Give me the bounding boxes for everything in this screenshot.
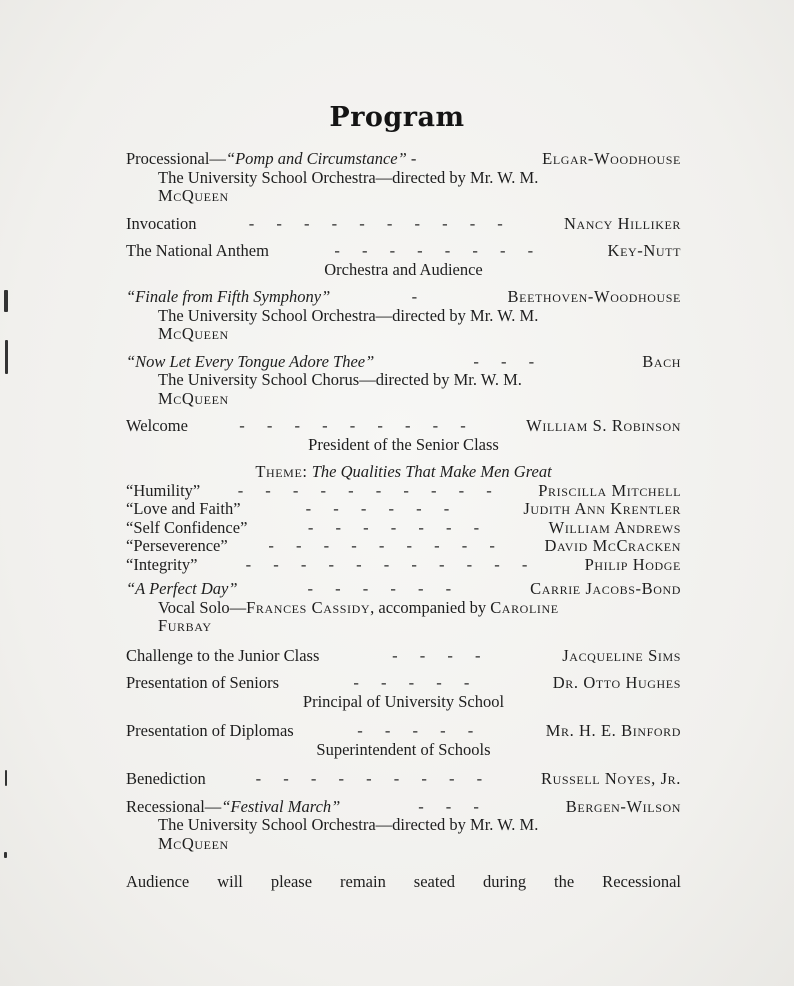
page-title: Program bbox=[329, 102, 465, 133]
item-performer: Dr. Otto Hughes bbox=[552, 673, 681, 692]
program-item-recessional bbox=[126, 798, 681, 854]
item-performer: Priscilla Mitchell bbox=[538, 480, 681, 500]
leader-dots: - - - - - - bbox=[307, 580, 461, 598]
leader-dots: - - - - - - bbox=[305, 500, 459, 518]
item-performer: Jacqueline Sims bbox=[562, 645, 681, 665]
item-performer: Nancy Hilliker bbox=[563, 213, 681, 233]
quality-item bbox=[126, 519, 681, 538]
scan-mark bbox=[5, 340, 8, 374]
item-label: “Love and Faith” bbox=[126, 499, 241, 518]
scan-mark bbox=[4, 290, 8, 312]
leader-dots: - - - - - bbox=[357, 722, 483, 740]
item-subline: McQueen bbox=[158, 833, 229, 853]
program-row bbox=[126, 353, 681, 372]
item-subline: McQueen bbox=[158, 388, 229, 408]
item-label: Benediction bbox=[126, 769, 206, 788]
program-item-anthem bbox=[126, 242, 681, 279]
program-item-processional bbox=[126, 150, 681, 206]
scan-mark bbox=[5, 770, 7, 786]
closing-note: Audience will please remain seated during the Recessional bbox=[126, 872, 681, 891]
item-label-text: Processional— bbox=[126, 149, 226, 168]
program-row bbox=[126, 798, 681, 817]
item-performer: David McCracken bbox=[544, 536, 681, 555]
item-performer: Key-Nutt bbox=[607, 241, 681, 260]
accompanied-text: , accompanied by bbox=[370, 597, 491, 617]
leader-dots: - - - bbox=[473, 352, 544, 371]
solo-label: Vocal Solo— bbox=[158, 597, 247, 617]
item-separator: - bbox=[406, 149, 421, 168]
quality-item bbox=[126, 482, 681, 501]
leader-dots: - - - - - - - - - - bbox=[248, 214, 512, 233]
quality-item bbox=[126, 556, 681, 575]
item-subline bbox=[126, 599, 681, 618]
program-row bbox=[126, 242, 681, 261]
item-label: “Integrity” bbox=[126, 554, 198, 574]
program-list bbox=[126, 150, 681, 892]
item-label bbox=[126, 150, 421, 169]
program-row bbox=[126, 674, 681, 693]
item-performer: Bergen-Wilson bbox=[565, 796, 681, 816]
item-subline: The University School Orchestra—directed by Mr. W. M. bbox=[158, 167, 539, 187]
leader-dots: - - - - - - - bbox=[307, 518, 489, 537]
program-row bbox=[126, 150, 681, 169]
item-performer: Judith Ann Krentler bbox=[523, 499, 681, 518]
item-title-italic: “Festival March” bbox=[221, 796, 341, 816]
program-item-tongue bbox=[126, 353, 681, 409]
item-subline: Superintendent of Schools bbox=[316, 739, 491, 759]
item-label: “Humility” bbox=[126, 480, 201, 500]
item-performer: William S. Robinson bbox=[526, 416, 681, 435]
item-performer: William Andrews bbox=[548, 517, 681, 537]
item-label: Challenge to the Junior Class bbox=[126, 645, 320, 665]
leader-dots: - - - bbox=[418, 797, 488, 816]
item-performer: Bach bbox=[642, 351, 681, 371]
item-performer: Elgar-Woodhouse bbox=[542, 149, 681, 168]
item-label: “Self Confidence” bbox=[126, 517, 248, 537]
program-item-diplomas bbox=[126, 722, 681, 759]
item-performer: Carrie Jacobs-Bond bbox=[530, 579, 681, 598]
item-subline: McQueen bbox=[158, 324, 229, 343]
scan-mark bbox=[4, 852, 7, 858]
item-label: Presentation of Seniors bbox=[126, 673, 280, 692]
leader-dots: - - - - - - - - - - - bbox=[245, 555, 537, 574]
program-item-welcome bbox=[126, 417, 681, 454]
accompanist-name: Caroline bbox=[490, 597, 559, 617]
program-item-seniors bbox=[126, 674, 681, 711]
leader-dots: - - - - - - - - - bbox=[255, 770, 492, 788]
item-performer: Mr. H. E. Binford bbox=[545, 721, 681, 740]
item-subline: Principal of University School bbox=[302, 691, 505, 711]
item-title-italic: “Pomp and Circumstance” bbox=[225, 149, 407, 168]
item-label: Welcome bbox=[126, 416, 188, 435]
item-label: “Perseverence” bbox=[126, 536, 228, 555]
program-item-finale bbox=[126, 288, 681, 344]
item-subline: The University School Chorus—directed by Mr. W. M. bbox=[158, 370, 522, 389]
item-subline: Furbay bbox=[158, 616, 212, 635]
item-label: “Now Let Every Tongue Adore Thee” bbox=[126, 351, 375, 371]
quality-item bbox=[126, 500, 681, 519]
program-row bbox=[126, 722, 681, 741]
soloist-name: Frances Cassidy bbox=[246, 597, 371, 617]
program-row bbox=[126, 417, 681, 436]
theme-heading bbox=[126, 463, 681, 482]
item-subline: The University School Orchestra—directed by Mr. W. M. bbox=[158, 815, 539, 834]
quality-item bbox=[126, 537, 681, 556]
program-item-perfect-day bbox=[126, 580, 681, 636]
item-performer: Philip Hodge bbox=[584, 554, 681, 574]
item-label: Invocation bbox=[126, 213, 197, 233]
theme-text: The Qualities That Make Men Great bbox=[311, 462, 552, 481]
leader-dots: - - - - bbox=[392, 646, 490, 665]
program-item-benediction bbox=[126, 770, 681, 789]
leader-dots: - - - - - - - - bbox=[334, 242, 543, 260]
item-label: The National Anthem bbox=[126, 241, 269, 260]
item-performer: Beethoven-Woodhouse bbox=[507, 287, 681, 306]
program-item-challenge bbox=[126, 647, 681, 666]
item-performer: Russell Noyes, Jr. bbox=[541, 769, 681, 788]
item-label: “A Perfect Day” bbox=[126, 579, 238, 598]
item-subline: The University School Orchestra—directed by Mr. W. M. bbox=[158, 305, 539, 325]
item-label: Presentation of Diplomas bbox=[126, 721, 294, 740]
theme-prefix: Theme: bbox=[255, 462, 308, 481]
item-label bbox=[126, 798, 340, 817]
program-item-invocation bbox=[126, 215, 681, 234]
item-subline: President of the Senior Class bbox=[308, 434, 499, 454]
leader-dots: - - - - - - - - - - bbox=[237, 481, 501, 500]
program-row bbox=[126, 580, 681, 599]
leader-dots: - - - - - - - - - bbox=[239, 417, 475, 435]
item-label-text: Recessional— bbox=[126, 796, 222, 816]
item-label: “Finale from Fifth Symphony” bbox=[126, 287, 331, 306]
leader-dots: - - - - - bbox=[353, 674, 479, 692]
item-subline: McQueen bbox=[158, 186, 229, 205]
item-subline: Orchestra and Audience bbox=[324, 259, 483, 279]
leader-dots: - - - - - - - - - bbox=[268, 537, 504, 555]
program-row bbox=[126, 288, 681, 307]
leader-dots: - bbox=[411, 288, 427, 306]
